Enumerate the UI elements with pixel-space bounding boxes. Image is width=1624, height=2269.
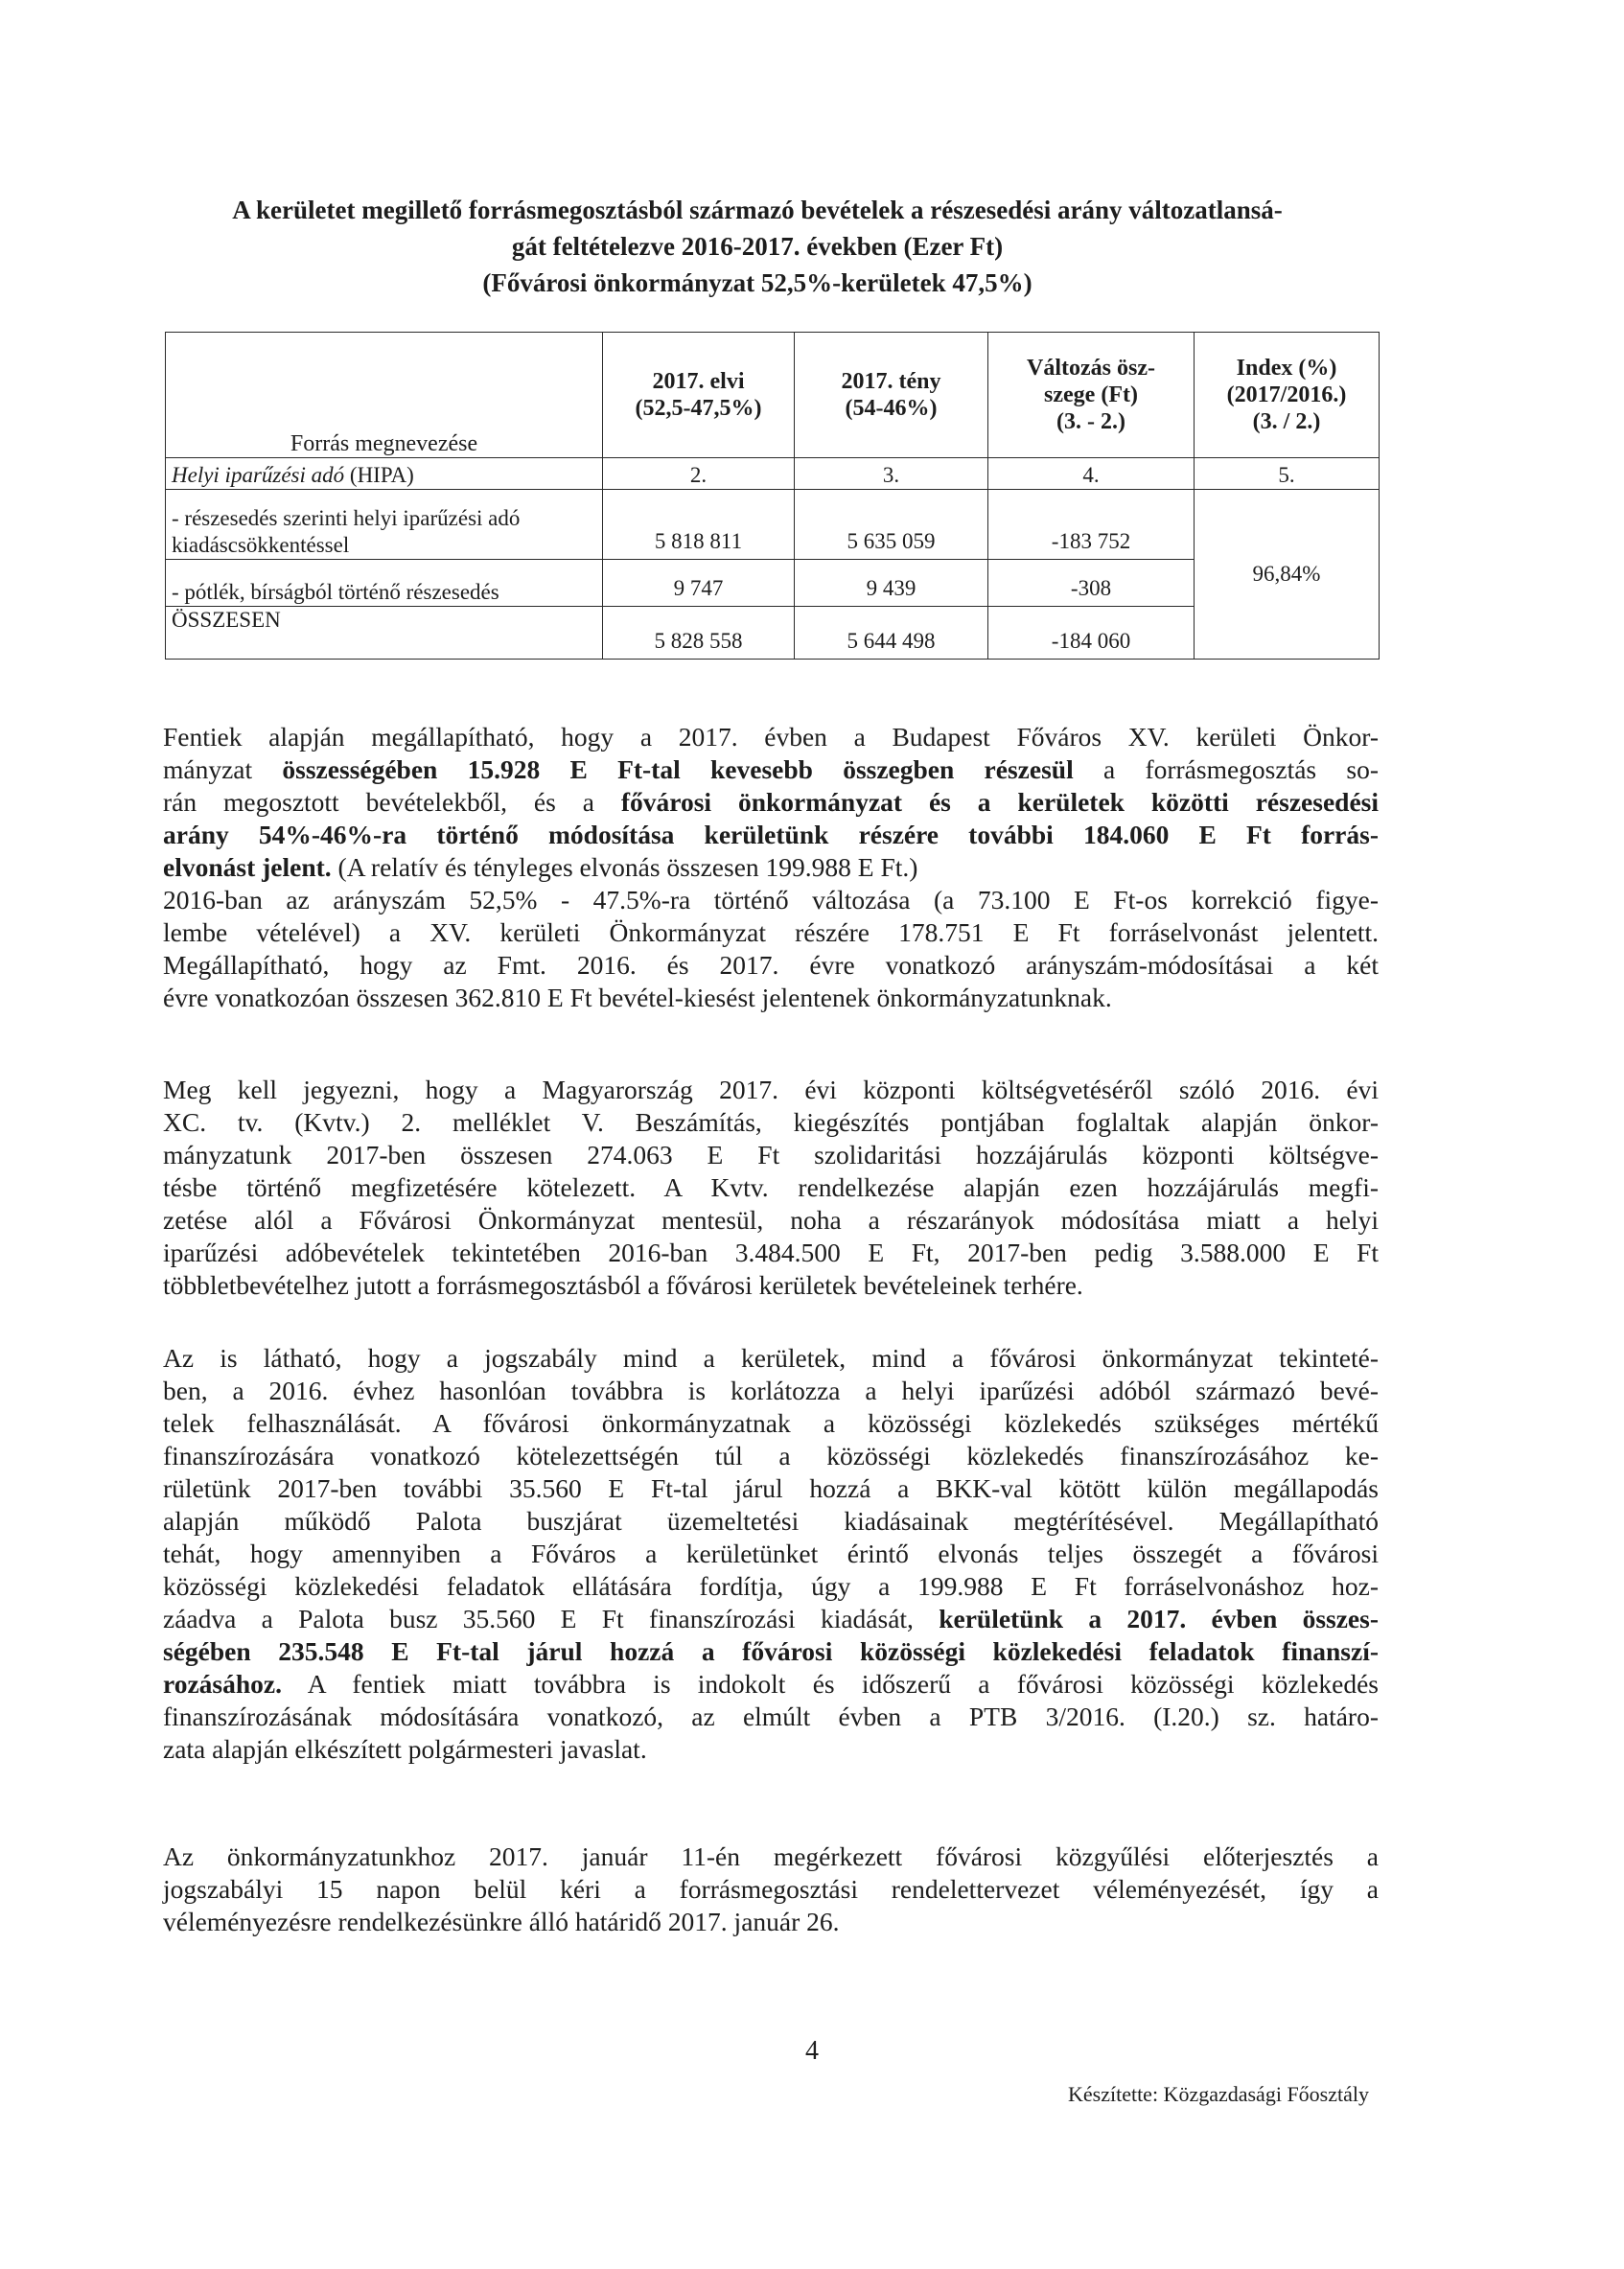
text-line: Az is látható, hogy a jogszabály mind a kerületek, mind a fővárosi önkormányzat tekinteté- [163,1343,1379,1373]
text-line: évre vonatkozóan összesen 362.810 E Ft bevétel-kiesést jelentenek önkormányzatunknak. [163,983,1112,1012]
text-line: XC. tv. (Kvtv.) 2. melléklet V. Beszámítás, kiegészítés pontjában foglaltak alapján önkor- [163,1107,1379,1137]
text-line: zata alapján elkészített polgármesteri javaslat. [163,1734,647,1764]
text-line: közösségi közlekedési feladatok ellátására fordítja, úgy a 199.988 E Ft forráselvonáshoz hoz- [163,1571,1379,1601]
text-line: jogszabályi 15 napon belül kéri a forrásmegosztási rendelettervezet véleményezését, így a [163,1874,1379,1904]
header-valtozas: Változás ösz- szege (Ft) (3. - 2.) [988,333,1195,458]
index-value: 96,84% [1195,490,1380,660]
text-line: lembe vételével) a XV. kerületi Önkormányzat részére 178.751 E Ft forráselvonást jelentett. [163,917,1379,947]
text-line: többletbevételhez jutott a forrásmegosztásból a fővárosi kerületek bevételeinek terhére. [163,1270,1083,1300]
row-valtozas-value: -183 752 [988,490,1195,560]
row-label: - részesedés szerinti helyi iparűzési adó kiadáscsökkentéssel [166,490,603,560]
text-line: arány 54%-46%-ra történő módosítása kerületünk részére további 184.060 E Ft forrás- [163,820,1379,849]
footer-author: Készítette: Közgazdasági Főosztály [1067,2082,1369,2106]
text-line: telek felhasználását. A fővárosi önkormányzatnak a közösségi közlekedés szükséges mértékű [163,1408,1379,1438]
text-line: ben, a 2016. évhez hasonlóan továbbra is korlátozza a helyi iparűzési adóból származó bevé- [163,1376,1379,1405]
text-line: Meg kell jegyezni, hogy a Magyarország 2017. évi központi költségvetéséről szóló 2016. évi [163,1075,1379,1104]
row-teny-value: 5 635 059 [795,490,988,560]
text-line: zetése alól a Fővárosi Önkormányzat mentesül, noha a részarányok módosítása miatt a helyi [163,1205,1379,1235]
text-line: 2016-ban az arányszám 52,5% - 47.5%-ra történő változása (a 73.100 E Ft-os korrekció figye- [163,885,1379,915]
text-line: finanszírozására vonatkozó kötelezettségén túl a közösségi közlekedés finanszírozásához ke- [163,1441,1379,1470]
table-heading [144,192,1371,301]
text-line: Az önkormányzatunkhoz 2017. január 11-én megérkezett fővárosi közgyűlési előterjesztés a [163,1841,1379,1871]
header-2017-teny: 2017. tény (54-46%) [795,333,988,458]
text-line: rán megosztott bevételekből, és a fővárosi önkormányzat és a kerületek közötti részesedési [163,787,1379,817]
page-number: 4 [805,2036,819,2066]
table-header-row [166,333,1380,458]
header-2017-elvi: 2017. elvi (52,5-47,5%) [603,333,795,458]
text-line: Fentiek alapján megállapítható, hogy a 2017. évben a Budapest Főváros XV. kerületi Önkor- [163,722,1379,752]
text-line: iparűzési adóbevételek tekintetében 2016-ban 3.484.500 E Ft, 2017-ben pedig 3.588.000 E Ft [163,1238,1379,1267]
col-number-4: 4. [988,458,1195,490]
row-teny-value: 9 439 [795,560,988,607]
text-line: elvonást jelent. (A relatív és tényleges elvonás összesen 199.988 E Ft.) [163,852,918,882]
total-label: ÖSSZESEN [166,607,603,660]
col-number-2: 2. [603,458,795,490]
header-source: Forrás megnevezése [166,333,603,458]
heading-line-3: (Fővárosi önkormányzat 52,5%-kerületek 47,5%) [482,268,1032,297]
col-number-3: 3. [795,458,988,490]
text-line: véleményezésre rendelkezésünkre álló határidő 2017. január 26. [163,1907,840,1936]
row-elvi-value: 5 818 811 [603,490,795,560]
header-index: Index (%) (2017/2016.) (3. / 2.) [1195,333,1380,458]
heading-line-1: A kerületet megillető forrásmegosztásból származó bevételek a részesedési arány változatlansá- [232,196,1283,224]
total-teny-value: 5 644 498 [795,607,988,660]
row-label: - pótlék, bírságból történő részesedés [166,560,603,607]
paragraph-3 [163,1342,1379,1766]
text-line: rozásához. A fentiek miatt továbbra is indokolt és időszerű a fővárosi közösségi közlekedés [163,1669,1379,1699]
paragraph-4 [163,1841,1379,1938]
paragraph-2 [163,1074,1379,1302]
text-line: alapján működő Palota buszjárat üzemeltetési kiadásainak megtérítésével. Megállapítható [163,1506,1379,1536]
revenue-table [165,332,1380,660]
text-line: rületünk 2017-ben további 35.560 E Ft-tal járul hozzá a BKK-val kötött külön megállapodás [163,1473,1379,1503]
text-line: tehát, hogy amennyiben a Főváros a kerületünket érintő elvonás teljes összegét a fővárosi [163,1539,1379,1568]
text-line: Megállapítható, hogy az Fmt. 2016. és 2017. évre vonatkozó arányszám-módosításai a két [163,950,1379,980]
text-line: ségében 235.548 E Ft-tal járul hozzá a fővárosi közösségi közlekedési feladatok finanszí- [163,1636,1379,1666]
text-line: mányzatunk 2017-ben összesen 274.063 E Ft szolidaritási hozzájárulás központi költségve- [163,1140,1379,1169]
text-line: tésbe történő megfizetésére kötelezett. A Kvtv. rendelkezése alapján ezen hozzájárulás megfi- [163,1172,1379,1202]
text-line: finanszírozásának módosítására vonatkozó, az elmúlt évben a PTB 3/2016. (I.20.) sz. határo- [163,1702,1379,1731]
total-elvi-value: 5 828 558 [603,607,795,660]
text-line: záadva a Palota busz 35.560 E Ft finanszírozási kiadását, kerületünk a 2017. évben összes- [163,1604,1379,1633]
paragraph-1 [163,721,1379,1014]
row-valtozas-value: -308 [988,560,1195,607]
table-row [166,490,1380,560]
col-number-5: 5. [1195,458,1380,490]
text-line: mányzat összességében 15.928 E Ft-tal kevesebb összegben részesül a forrásmegosztás so- [163,754,1380,784]
total-valtozas-value: -184 060 [988,607,1195,660]
heading-line-2: gát feltételezve 2016-2017. években (Ezer Ft) [511,232,1004,261]
hipa-label: Helyi iparűzési adó (HIPA) [166,458,603,490]
row-elvi-value: 9 747 [603,560,795,607]
table-numbering-row [166,458,1380,490]
